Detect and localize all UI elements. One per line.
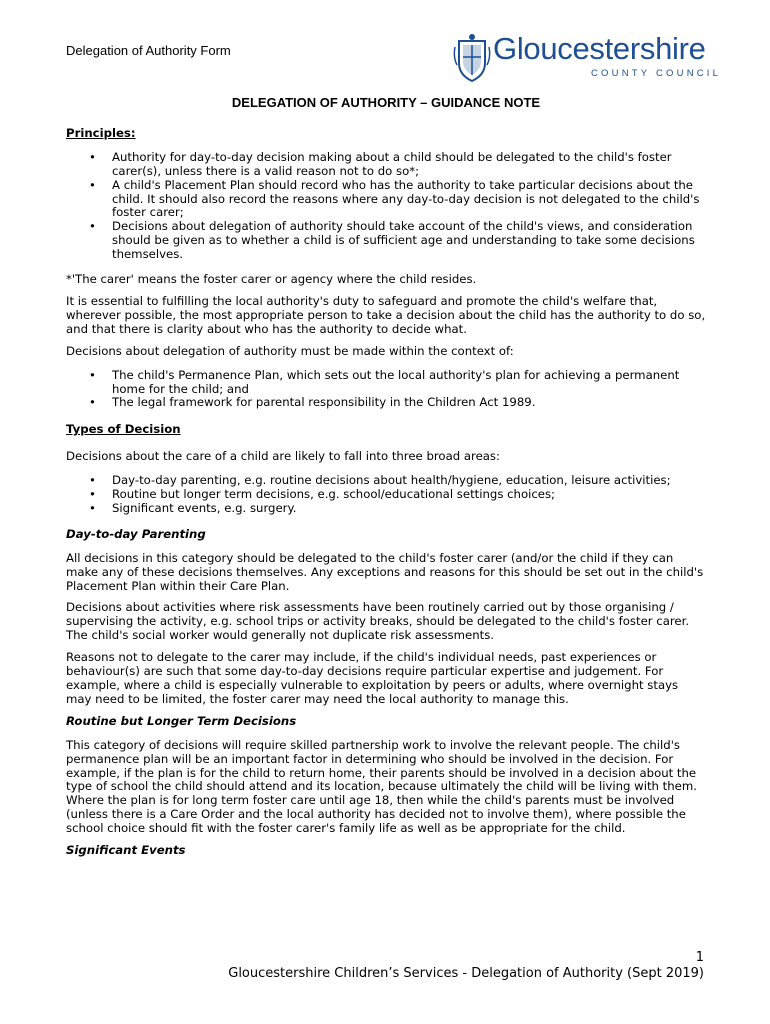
form-title: Delegation of Authority Form bbox=[66, 43, 231, 58]
page-number: 1 bbox=[695, 950, 704, 965]
list-item: • Routine but longer term decisions, e.g. school/educational settings choices; bbox=[89, 487, 555, 502]
types-heading: Types of Decision bbox=[66, 422, 181, 437]
council-logo bbox=[453, 33, 738, 83]
list-item: • Authority for day-to-day decision making about a child should be delegated to the child's foster carer(s), unless there is a valid reason not to do so*; bbox=[89, 149, 672, 178]
list-item: • A child's Placement Plan should record who has the authority to take particular decisions about the child. It should also record the reasons where any day-to-day decision is not delegated to the child's foster carer; bbox=[89, 177, 700, 220]
document-title: DELEGATION OF AUTHORITY – GUIDANCE NOTE bbox=[231, 95, 541, 110]
footer-text: Gloucestershire Children’s Services - Delegation of Authority (Sept 2019) bbox=[228, 966, 704, 981]
list-item: • Day-to-day parenting, e.g. routine decisions about health/hygiene, education, leisure activities; bbox=[89, 473, 671, 488]
logo-name: Gloucestershire bbox=[493, 31, 706, 66]
context-list bbox=[66, 369, 706, 411]
carer-note: *'The carer' means the foster carer or agency where the child resides. bbox=[66, 272, 477, 287]
principles-list bbox=[66, 151, 706, 262]
daytoday-paragraph-2: Decisions about activities where risk assessments have been routinely carried out by those organising / supervising the activity, e.g. school trips or activity breaks, should be delegated to the child's foster carer. The child's social worker would generally not duplicate risk assessments. bbox=[66, 600, 690, 643]
council-crest-icon bbox=[453, 33, 491, 83]
types-list bbox=[66, 474, 706, 516]
context-intro: Decisions about delegation of authority must be made within the context of: bbox=[66, 343, 514, 358]
list-item: • Decisions about delegation of authority should take account of the child's views, and consideration should be given as to whether a child is of sufficient age and understanding to take some decisions themselves. bbox=[89, 219, 695, 262]
routine-paragraph: This category of decisions will require skilled partnership work to involve the relevant people. The child's permanence plan will be an important factor in determining who should be involved in the decision. For example, if the plan is for the child to return home, their parents should be involved in a decision about the type of school the child should attend and its location, because ultimately the child will be living with them. Where the plan is for long term foster care until age 18, then while the child's parents must be involved (unless there is a Care Order and the local authority has decided not to involve them), where possible the school choice should fit with the foster carer's family life as well as be appropriate for the child. bbox=[66, 737, 697, 836]
page-footer bbox=[228, 950, 704, 982]
principles-heading: Principles: bbox=[66, 125, 136, 140]
types-intro: Decisions about the care of a child are likely to fall into three broad areas: bbox=[66, 449, 500, 464]
document-body bbox=[66, 96, 706, 868]
daytoday-paragraph-3: Reasons not to delegate to the carer may include, if the child's individual needs, past experiences or behaviour(s) are such that some day-to-day decisions require particular expertise and judgement. For example, where a child is especially vulnerable to exploitation by peers or adults, where overnight stays may need to be limited, the foster carer may need the local authority to manage this. bbox=[66, 650, 679, 706]
essential-paragraph: It is essential to fulfilling the local authority's duty to safeguard and promote the child's welfare that, wherever possible, the most appropriate person to take a decision about the child has the authority to do so, and that there is clarity about who has the authority to decide what. bbox=[66, 293, 706, 336]
daytoday-paragraph-1: All decisions in this category should be delegated to the child's foster carer (and/or the child if they can make any of these decisions themselves. Any exceptions and reasons for this should be set out in the child's Placement Plan within their Care Plan. bbox=[66, 550, 704, 593]
significant-heading: Significant Events bbox=[66, 843, 186, 858]
list-item: • Significant events, e.g. surgery. bbox=[89, 500, 297, 515]
routine-heading: Routine but Longer Term Decisions bbox=[66, 713, 297, 728]
daytoday-heading: Day-to-day Parenting bbox=[66, 526, 206, 541]
list-item: • The child's Permanence Plan, which sets out the local authority's plan for achieving a permanent home for the child; and bbox=[89, 367, 680, 396]
logo-subtitle: COUNTY COUNCIL bbox=[591, 68, 722, 79]
list-item: • The legal framework for parental responsibility in the Children Act 1989. bbox=[89, 395, 536, 410]
